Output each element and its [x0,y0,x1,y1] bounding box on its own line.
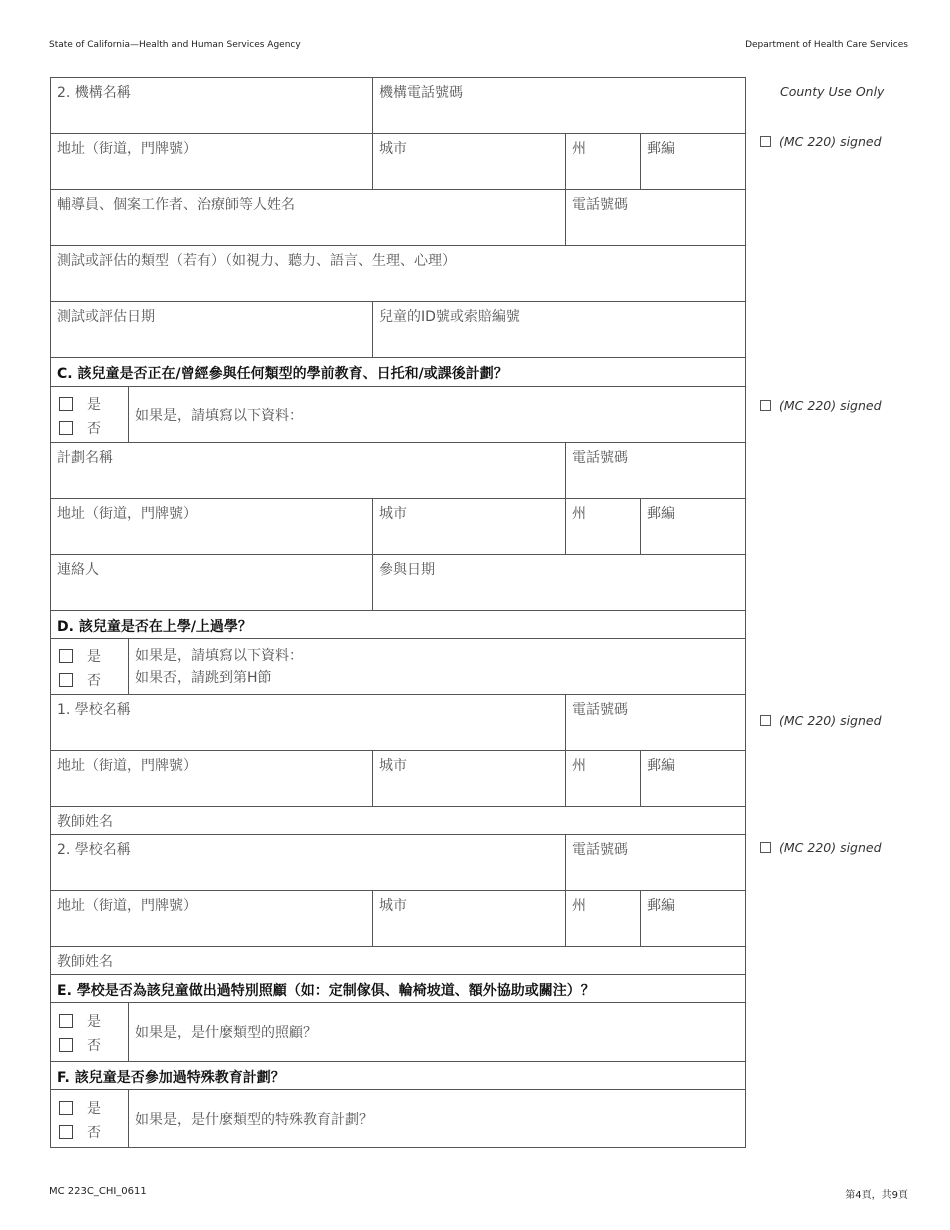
zip-field[interactable]: 郵編 [640,499,745,554]
county-signed-program[interactable]: (MC 220) signed [760,398,882,413]
address-field[interactable]: 地址（街道，門牌號） [57,141,197,157]
accommodation-type-field[interactable]: 如果是，是什麼類型的照顧？ [128,1003,745,1061]
agency-name-row [51,77,745,133]
school2-name-row [51,834,745,890]
agency-name-field[interactable]: 2. 機構名稱 [57,85,131,101]
yes-checkbox[interactable] [59,1101,73,1115]
section-c-heading-row [51,357,745,386]
yes-checkbox[interactable] [59,1014,73,1028]
yes-option[interactable]: 是 [59,646,101,666]
zip-field[interactable]: 郵編 [640,134,745,189]
school2-phone-field[interactable]: 電話號碼 [565,835,745,890]
state-field[interactable]: 州 [565,499,640,554]
program-phone-field[interactable]: 電話號碼 [565,443,745,498]
no-checkbox[interactable] [59,421,73,435]
page-number: 第4頁，共9頁 [845,1190,908,1201]
agency-header: State of California—Health and Human Services Agency [49,40,301,50]
section-e-heading-row [51,974,745,1002]
section-e-yesno-row [51,1002,745,1061]
section-d-yesno-row [51,638,745,694]
section-d-heading-row [51,610,745,638]
city-field[interactable]: 城市 [372,891,565,946]
state-field[interactable]: 州 [565,891,640,946]
yes-no-group [51,1090,128,1147]
yes-option[interactable]: 是 [59,1098,101,1118]
test-type-field[interactable]: 測試或評估的類型（若有）（如視力、聽力、語言、生理、心理） [57,253,456,269]
no-checkbox[interactable] [59,1038,73,1052]
checkbox[interactable] [760,136,771,147]
section-e-title: E. 學校是否為該兒童做出過特別照顧（如：定制傢俱、輪椅坡道、額外協助或關注）？ [57,983,595,999]
child-id-field[interactable]: 兒童的ID號或索賠編號 [372,302,745,357]
school1-address-row [51,750,745,806]
checkbox[interactable] [760,842,771,853]
counselor-phone-field[interactable]: 電話號碼 [565,190,745,245]
test-type-row [51,245,745,301]
agency-phone-field[interactable]: 機構電話號碼 [372,78,745,133]
form-table [50,77,746,1148]
section-f-heading-row [51,1061,745,1089]
no-option[interactable]: 否 [59,418,101,438]
contact-row [51,554,745,610]
school1-name-row [51,694,745,750]
no-option[interactable]: 否 [59,670,101,690]
section-d-title: D. 該兒童是否在上學/上過學？ [57,619,252,635]
contact-person-field[interactable]: 連絡人 [57,562,99,578]
teacher2-row [51,946,745,974]
test-date-row [51,301,745,357]
zip-field[interactable]: 郵編 [640,891,745,946]
no-option[interactable]: 否 [59,1035,101,1055]
section-c-yesno-row [51,386,745,442]
county-signed-school2[interactable]: (MC 220) signed [760,840,882,855]
checkbox[interactable] [760,715,771,726]
city-field[interactable]: 城市 [372,134,565,189]
yes-option[interactable]: 是 [59,1011,101,1031]
department-header: Department of Health Care Services [745,40,908,50]
no-option[interactable]: 否 [59,1122,101,1142]
program-name-row [51,442,745,498]
state-field[interactable]: 州 [565,134,640,189]
school2-name-field[interactable]: 2. 學校名稱 [57,842,131,858]
yes-checkbox[interactable] [59,397,73,411]
address-field[interactable]: 地址（街道，門牌號） [57,758,197,774]
yes-no-group [51,387,128,442]
no-checkbox[interactable] [59,673,73,687]
city-field[interactable]: 城市 [372,499,565,554]
no-checkbox[interactable] [59,1125,73,1139]
teacher1-row [51,806,745,834]
school1-phone-field[interactable]: 電話號碼 [565,695,745,750]
counselor-name-field[interactable]: 輔導員、個案工作者、治療師等人姓名 [57,197,295,213]
city-field[interactable]: 城市 [372,751,565,806]
program-name-field[interactable]: 計劃名稱 [57,450,113,466]
if-yes-label: 如果是，請填寫以下資料： [128,387,745,442]
checkbox[interactable] [760,400,771,411]
teacher2-name-field[interactable]: 教師姓名 [57,954,113,970]
special-ed-type-field[interactable]: 如果是，是什麼類型的特殊教育計劃？ [128,1090,745,1147]
county-signed-school1[interactable]: (MC 220) signed [760,713,882,728]
section-c-title: C. 該兒童是否正在/曾經參與任何類型的學前教育、日托和/或課後計劃？ [57,366,508,382]
county-signed-agency[interactable]: (MC 220) signed [760,134,882,149]
yes-option[interactable]: 是 [59,394,101,414]
section-f-title: F. 該兒童是否參加過特殊教育計劃？ [57,1070,285,1086]
counselor-row [51,189,745,245]
agency-address-row [51,133,745,189]
address-field[interactable]: 地址（街道，門牌號） [57,506,197,522]
school2-address-row [51,890,745,946]
zip-field[interactable]: 郵編 [640,751,745,806]
county-use-only-title: County Use Only [780,84,885,99]
program-address-row [51,498,745,554]
yes-no-group [51,639,128,694]
address-field[interactable]: 地址（街道，門牌號） [57,898,197,914]
state-field[interactable]: 州 [565,751,640,806]
participation-dates-field[interactable]: 參與日期 [372,555,745,610]
yes-no-group [51,1003,128,1061]
yes-checkbox[interactable] [59,649,73,663]
school1-name-field[interactable]: 1. 學校名稱 [57,702,131,718]
if-yes-no-label: 如果是，請填寫以下資料： 如果否，請跳到第H節 [128,639,745,694]
teacher1-name-field[interactable]: 教師姓名 [57,814,113,830]
test-date-field[interactable]: 測試或評估日期 [57,309,155,325]
form-id: MC 223C_CHI_0611 [49,1186,147,1197]
section-f-yesno-row [51,1089,745,1148]
